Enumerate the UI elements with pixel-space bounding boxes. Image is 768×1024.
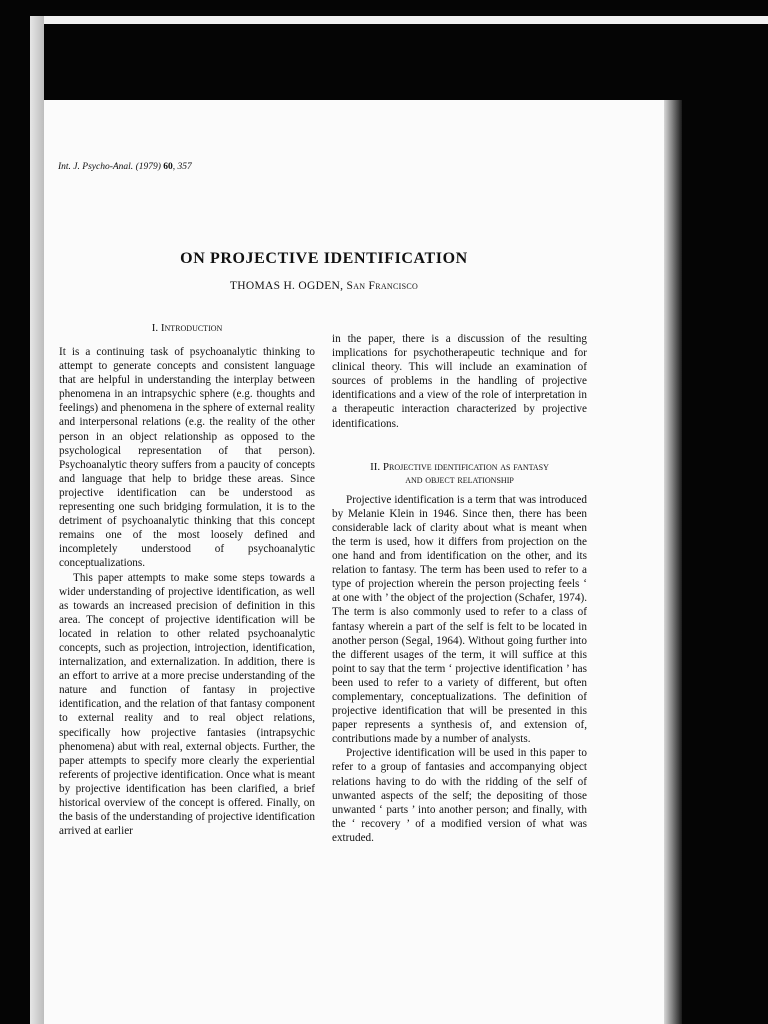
- paragraph-intro-1: It is a continuing task of psychoanalytic thinking to attempt to generate concepts and consistent language that are helpful in understanding the interplay between phenomena in an intrapsychic sphere (e.g. thoughts and feelings) and phenomena in the sphere of external reality and interpersonal relations (e.g. the reality of the other person in an object relationship as opposed to the psychological representation of that person). Psychoanalytic theory suffers from a paucity of concepts and language that help to bridge these areas. Since projective identification can be understood as representing one such bridging formulation, it is to the detriment of psychoanalytic thinking that this concept remains one of the most loosely defined and incompletely understood of psychoanalytic conceptualizations.: [59, 346, 315, 570]
- paragraph-intro-continued: in the paper, there is a discussion of the resulting implications for psychotherapeutic technique and for clinical theory. This will include an examination of sources of problems in the handling of projective identifications and a view of the role of interpretation in a therapeutic interaction characterized by projective identifications.: [332, 333, 587, 430]
- right-column: [332, 332, 587, 845]
- paragraph-intro-2: This paper attempts to make some steps towards a wider understanding of projective identification, as well as towards an increased precision of definition in this area. The concept of projective identification will be located in relation to other related psychoanalytic concepts, such as projection, introjection, identification, internalization, and externalization. In addition, there is an effort to arrive at a more precise understanding of the nature and function of fantasy in projective identification, and the relation of that fantasy component to external reality and to real object relations, specifically how projective fantasies (intrapsychic phenomena) abut with real, external objects. Further, the paper attempts to specify more clearly the experiential referents of projective identification. Once what is meant by projective identification has been clarified, a brief historical overview of the concept is offered. Finally, on the basis of the understanding of projective identification arrived at earlier: [59, 571, 315, 838]
- paper-title: ON PROJECTIVE IDENTIFICATION: [180, 250, 468, 267]
- journal-volume: 60: [163, 162, 173, 172]
- section-heading-two-line2: and object relationship: [405, 473, 514, 486]
- scan-border-left: [30, 16, 44, 1024]
- section-heading-two-line1: II. Projective identification as fantasy: [370, 460, 549, 473]
- journal-page-number: , 357: [172, 162, 192, 172]
- left-column: [59, 322, 315, 838]
- scan-border-top: [30, 16, 768, 24]
- paragraph-section2-1: Projective identification is a term that was introduced by Melanie Klein in 1946. Since then, there has been considerable lack of clarity about what is meant when the term is used, how it differs from projection on the one hand and from identification on the other, and its relation to fantasy. The term has been used to refer to a type of projection wherein the person projecting feels ‘ at one with ’ the object of the projection (Schafer, 1974). The term is also commonly used to refer to a class of fantasy wherein a part of the self is felt to be located in another person (Segal, 1964). Without going further into the different usages of the term, it will suffice at this point to say that the term ‘ projective identification ’ has been used to refer to a variety of different, but often complementary, conceptualizations. The definition of projective identification that will be presented in this paper represents a synthesis of, and extension of, contributions made by a number of analysts.: [332, 493, 587, 746]
- author-line: [44, 280, 604, 292]
- journal-year: (1979): [135, 162, 161, 172]
- section-heading-introduction: I. Introduction: [151, 322, 223, 334]
- journal-page: [44, 100, 674, 1024]
- journal-name: Int. J. Psycho-Anal.: [58, 162, 134, 172]
- paragraph-section2-2: Projective identification will be used in this paper to refer to a group of fantasies and accompanying object relations having to do with the ridding of the self of unwanted aspects of the self; the depositing of those unwanted ‘ parts ’ into another person; and finally, with the ‘ recovery ’ of a modified version of what was extruded.: [332, 747, 587, 844]
- author-name: THOMAS H. OGDEN,: [229, 280, 347, 292]
- section-heading-two: [332, 461, 587, 487]
- journal-citation: [58, 162, 192, 172]
- author-location: San Francisco: [346, 280, 419, 292]
- page-edge-shadow: [664, 100, 682, 1024]
